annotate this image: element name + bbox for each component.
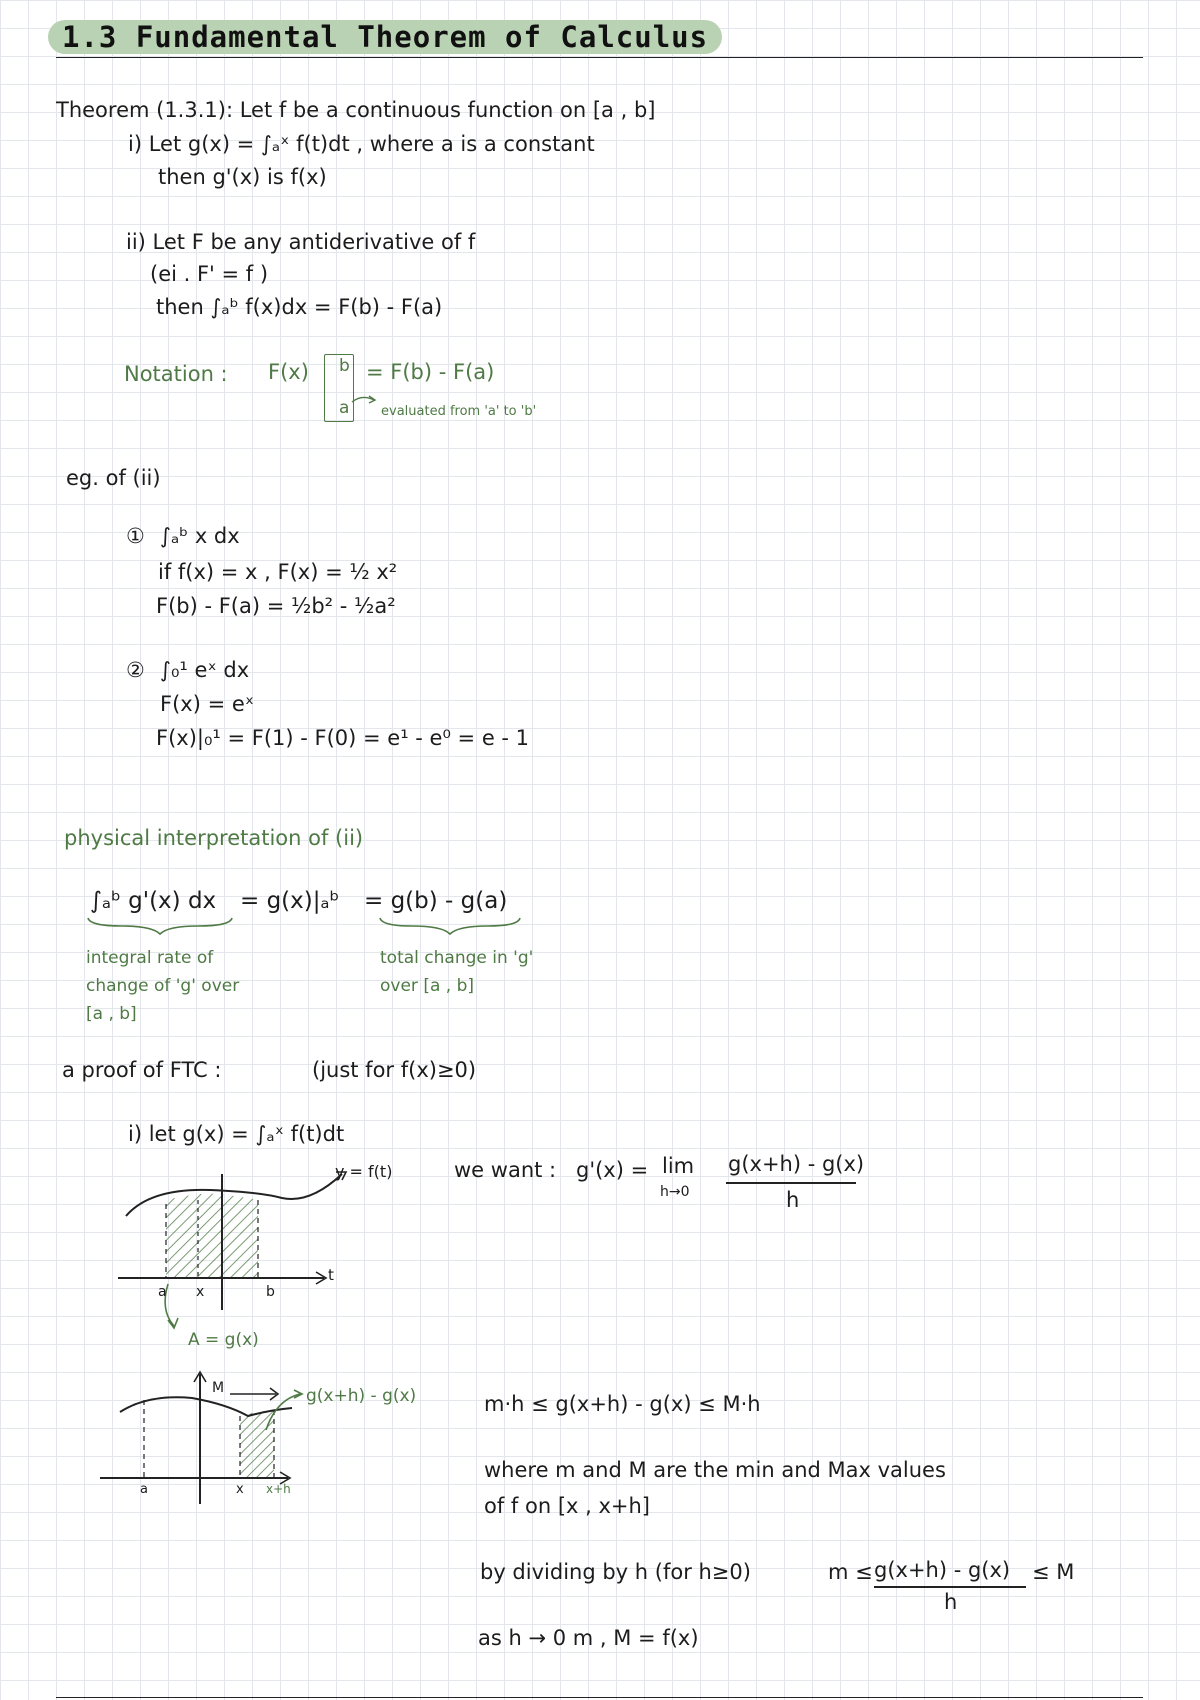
notation-label: Notation : [124, 362, 228, 386]
graph2-M-label: M [212, 1380, 225, 1396]
graph1-curve-label: y = f(t) [335, 1162, 393, 1181]
theorem-part-i: i) Let g(x) = ∫ₐˣ f(t)dt , where a is a constant [128, 132, 595, 156]
fraction-denominator: h [786, 1188, 800, 1212]
example-1-number: ① [126, 524, 145, 548]
example-2-number: ② [126, 658, 145, 682]
notation-note: evaluated from 'a' to 'b' [381, 404, 537, 419]
title-divider [56, 57, 1143, 58]
theorem-part-ii-then: then ∫ₐᵇ f(x)dx = F(b) - F(a) [156, 295, 443, 319]
fraction-numerator: g(x+h) - g(x) [728, 1152, 865, 1176]
example-2-line-1: F(x) = eˣ [160, 692, 255, 716]
notation-upper: b [339, 356, 350, 376]
graph1-x-label: x [196, 1284, 205, 1300]
inequality-2-left: m ≤ [828, 1560, 873, 1584]
notation-arrow [350, 392, 380, 412]
page-title: 1.3 Fundamental Theorem of Calculus [48, 20, 722, 54]
derivative-lhs: g'(x) = [576, 1158, 649, 1182]
notation-lhs: F(x) [268, 360, 309, 384]
proof-condition: (just for f(x)≥0) [312, 1058, 477, 1082]
physical-note-right-1: total change in 'g' [380, 948, 534, 968]
graph2-xh-label: x+h [266, 1482, 291, 1496]
where-line-2: of f on [x , x+h] [484, 1494, 650, 1518]
inequality-2-right: ≤ M [1032, 1560, 1075, 1584]
physical-note-left-2: change of 'g' over [86, 976, 240, 996]
inequality-2-bar [874, 1586, 1026, 1588]
proof-header: a proof of FTC : [62, 1058, 222, 1082]
right-brace [378, 916, 524, 938]
theorem-part-ii-ie: (ei . F' = f ) [150, 262, 269, 286]
inequality-2-numerator: g(x+h) - g(x) [874, 1558, 1011, 1582]
lim-word: lim [662, 1154, 695, 1178]
example-2-integral: ∫₀¹ eˣ dx [160, 658, 250, 682]
graph2-x-label: x [236, 1482, 244, 1497]
graph1-axis-t: t [328, 1266, 334, 1284]
graph2-a-label: a [140, 1482, 148, 1497]
graph2-increment-label: g(x+h) - g(x) [306, 1386, 417, 1406]
example-1-line-2: F(b) - F(a) = ½b² - ½a² [156, 594, 396, 618]
theorem-part-i-then: then g'(x) is f(x) [158, 165, 327, 189]
inequality-1: m·h ≤ g(x+h) - g(x) ≤ M·h [484, 1392, 761, 1416]
limit-line: as h → 0 m , M = f(x) [478, 1626, 699, 1650]
graph1-area-label: A = g(x) [188, 1330, 259, 1350]
fraction-bar [726, 1182, 856, 1184]
lim-subscript: h→0 [660, 1184, 690, 1200]
physical-equation-mid: = g(x)|ₐᵇ [240, 888, 340, 914]
example-2-line-2: F(x)|₀¹ = F(1) - F(0) = e¹ - e⁰ = e - 1 [156, 726, 530, 750]
physical-note-left-3: [a , b] [86, 1004, 137, 1024]
notation-rhs: = F(b) - F(a) [366, 360, 495, 384]
physical-equation-rhs: = g(b) - g(a) [364, 888, 508, 914]
footer-divider [56, 1697, 1143, 1698]
physical-equation-lhs: ∫ₐᵇ g'(x) dx [90, 888, 217, 914]
graph1-b-label: b [266, 1284, 275, 1300]
physical-note-right-2: over [a , b] [380, 976, 474, 996]
theorem-header: Theorem (1.3.1): Let f be a continuous function on [a , b] [56, 98, 656, 122]
theorem-part-ii: ii) Let F be any antiderivative of f [126, 230, 476, 254]
left-brace [86, 916, 236, 938]
example-1-integral: ∫ₐᵇ x dx [160, 524, 240, 548]
where-line-1: where m and M are the min and Max values [484, 1458, 946, 1482]
dividing-line: by dividing by h (for h≥0) [480, 1560, 751, 1584]
inequality-2-denominator: h [944, 1590, 958, 1614]
proof-step-i: i) let g(x) = ∫ₐˣ f(t)dt [128, 1122, 345, 1146]
example-1-line-1: if f(x) = x , F(x) = ½ x² [158, 560, 398, 584]
graph1-a-label: a [158, 1284, 167, 1300]
we-want-label: we want : [454, 1158, 557, 1182]
physical-header: physical interpretation of (ii) [64, 826, 364, 850]
examples-header: eg. of (ii) [66, 466, 161, 490]
physical-note-left-1: integral rate of [86, 948, 214, 968]
notation-lower: a [339, 398, 350, 418]
